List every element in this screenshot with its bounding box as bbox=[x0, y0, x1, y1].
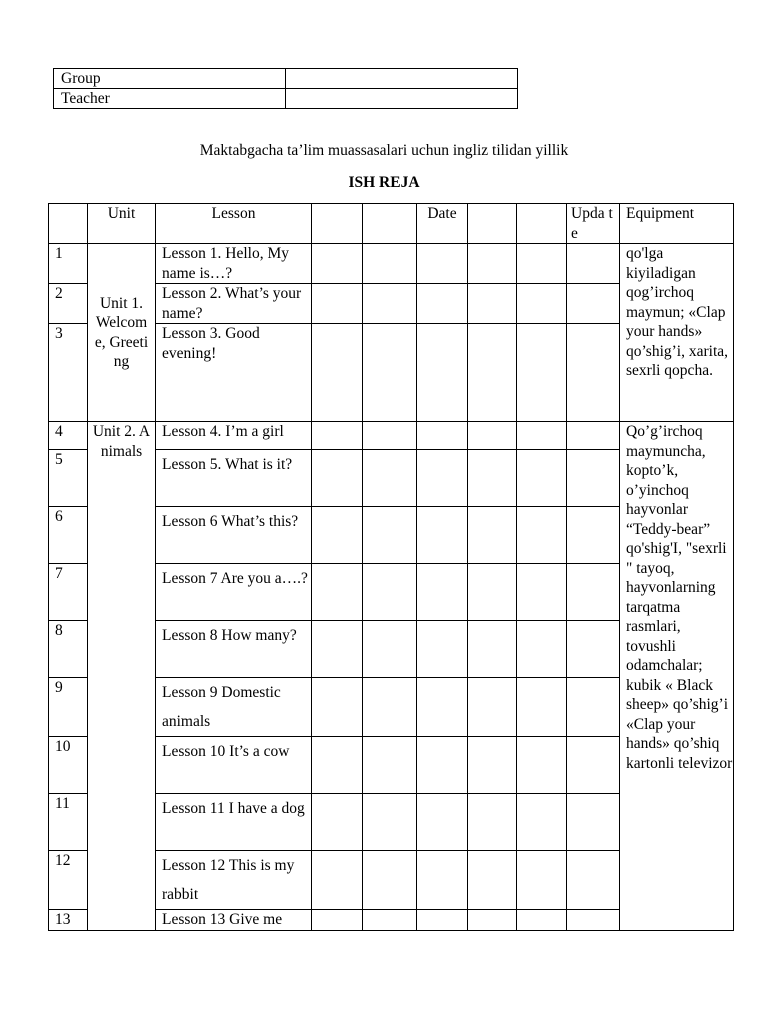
date-cell[interactable] bbox=[468, 450, 517, 507]
lesson-cell: Lesson 11 I have a dog bbox=[156, 794, 312, 851]
date-cell[interactable] bbox=[468, 284, 517, 324]
update-cell[interactable] bbox=[567, 564, 620, 621]
date-cell[interactable] bbox=[468, 422, 517, 450]
date-cell[interactable] bbox=[312, 678, 363, 737]
date-cell[interactable] bbox=[312, 794, 363, 851]
date-cell[interactable] bbox=[517, 851, 567, 910]
table-row bbox=[49, 244, 734, 284]
unit-label: Unit 1. Welcome, Greeting bbox=[94, 294, 149, 370]
date-cell[interactable] bbox=[312, 450, 363, 507]
date-cell[interactable] bbox=[417, 422, 468, 450]
date-cell[interactable] bbox=[468, 324, 517, 422]
date-cell[interactable] bbox=[468, 564, 517, 621]
date-cell[interactable] bbox=[417, 324, 468, 422]
date-cell[interactable] bbox=[312, 851, 363, 910]
equipment-cell: qo'lga kiyiladigan qog’irchoq maymun; «Clap your hands» qo’shig’i, xarita, sexrli qopcha. bbox=[620, 244, 734, 422]
date-cell[interactable] bbox=[417, 564, 468, 621]
lesson-cell: Lesson 5. What is it? bbox=[156, 450, 312, 507]
header-row bbox=[49, 204, 734, 244]
update-cell[interactable] bbox=[567, 621, 620, 678]
info-table bbox=[53, 68, 518, 109]
header-unit: Unit bbox=[88, 204, 156, 244]
date-cell[interactable] bbox=[312, 737, 363, 794]
date-cell[interactable] bbox=[468, 678, 517, 737]
date-cell[interactable] bbox=[417, 737, 468, 794]
date-cell[interactable] bbox=[363, 507, 417, 564]
header-number bbox=[49, 204, 88, 244]
date-cell[interactable] bbox=[312, 910, 363, 931]
row-number: 8 bbox=[49, 621, 88, 678]
equipment-cell: Qo’g’irchoq maymuncha, kopto’k, o’yinchoq hayvonlar “Teddy-bear” qo'shig'I, "sexrli " tayoq, hayvonlarning tarqatma rasmlari, tovushli odamchalar; kubik « Black sheep» qo’shig’i «Clap your hands» qo’shiq kartonli televizor bbox=[620, 422, 734, 931]
date-cell[interactable] bbox=[417, 621, 468, 678]
date-cell[interactable] bbox=[363, 621, 417, 678]
header-empty bbox=[363, 204, 417, 244]
date-cell[interactable] bbox=[517, 737, 567, 794]
teacher-value[interactable] bbox=[285, 89, 517, 109]
date-cell[interactable] bbox=[417, 244, 468, 284]
date-cell[interactable] bbox=[517, 450, 567, 507]
update-cell[interactable] bbox=[567, 324, 620, 422]
date-cell[interactable] bbox=[363, 678, 417, 737]
date-cell[interactable] bbox=[417, 794, 468, 851]
date-cell[interactable] bbox=[468, 910, 517, 931]
lesson-cell: Lesson 13 Give me bbox=[156, 910, 312, 931]
header-equipment: Equipment bbox=[620, 204, 734, 244]
header-empty bbox=[312, 204, 363, 244]
lesson-cell: Lesson 2. What’s your name? bbox=[156, 284, 312, 324]
date-cell[interactable] bbox=[312, 621, 363, 678]
lesson-cell: Lesson 8 How many? bbox=[156, 621, 312, 678]
row-number: 5 bbox=[49, 450, 88, 507]
document-title: ISH REJA bbox=[348, 174, 420, 191]
date-cell[interactable] bbox=[312, 324, 363, 422]
date-cell[interactable] bbox=[517, 507, 567, 564]
update-cell[interactable] bbox=[567, 794, 620, 851]
header-empty bbox=[517, 204, 567, 244]
date-cell[interactable] bbox=[417, 851, 468, 910]
date-cell[interactable] bbox=[417, 678, 468, 737]
unit-cell bbox=[88, 422, 156, 931]
date-cell[interactable] bbox=[363, 450, 417, 507]
row-number: 1 bbox=[49, 244, 88, 284]
update-cell[interactable] bbox=[567, 910, 620, 931]
date-cell[interactable] bbox=[468, 621, 517, 678]
date-cell[interactable] bbox=[363, 737, 417, 794]
date-cell[interactable] bbox=[468, 507, 517, 564]
row-number: 2 bbox=[49, 284, 88, 324]
row-number: 10 bbox=[49, 737, 88, 794]
row-number: 13 bbox=[49, 910, 88, 931]
unit-label: Unit 2. Animals bbox=[92, 423, 151, 460]
update-cell[interactable] bbox=[567, 851, 620, 910]
group-value[interactable] bbox=[285, 69, 517, 89]
date-cell[interactable] bbox=[417, 284, 468, 324]
date-cell[interactable] bbox=[363, 851, 417, 910]
date-cell[interactable] bbox=[363, 284, 417, 324]
date-cell[interactable] bbox=[363, 794, 417, 851]
header-date: Date bbox=[417, 204, 468, 244]
date-cell[interactable] bbox=[468, 794, 517, 851]
document-subtitle: Maktabgacha ta’lim muassasalari uchun ingliz tilidan yillik bbox=[199, 142, 569, 159]
update-cell[interactable] bbox=[567, 422, 620, 450]
update-cell[interactable] bbox=[567, 284, 620, 324]
row-number: 12 bbox=[49, 851, 88, 910]
date-cell[interactable] bbox=[363, 244, 417, 284]
row-number: 9 bbox=[49, 678, 88, 737]
date-cell[interactable] bbox=[517, 324, 567, 422]
date-cell[interactable] bbox=[363, 564, 417, 621]
table-row bbox=[49, 422, 734, 450]
date-cell[interactable] bbox=[517, 621, 567, 678]
update-cell[interactable] bbox=[567, 244, 620, 284]
lesson-cell: Lesson 7 Are you a….? bbox=[156, 564, 312, 621]
date-cell[interactable] bbox=[312, 284, 363, 324]
date-cell[interactable] bbox=[517, 422, 567, 450]
lesson-cell: Lesson 3. Good evening! bbox=[156, 324, 312, 422]
update-cell[interactable] bbox=[567, 678, 620, 737]
date-cell[interactable] bbox=[517, 244, 567, 284]
date-cell[interactable] bbox=[517, 284, 567, 324]
teacher-row bbox=[54, 89, 518, 109]
date-cell[interactable] bbox=[517, 678, 567, 737]
date-cell[interactable] bbox=[417, 910, 468, 931]
date-cell[interactable] bbox=[312, 244, 363, 284]
group-row bbox=[54, 69, 518, 89]
plan-table bbox=[48, 203, 734, 931]
date-cell[interactable] bbox=[468, 737, 517, 794]
lesson-cell: Lesson 6 What’s this? bbox=[156, 507, 312, 564]
teacher-label: Teacher bbox=[54, 89, 286, 109]
lesson-cell: Lesson 9 Domestic animals bbox=[156, 678, 312, 737]
lesson-cell: Lesson 1. Hello, My name is…? bbox=[156, 244, 312, 284]
date-cell[interactable] bbox=[468, 244, 517, 284]
header-lesson: Lesson bbox=[156, 204, 312, 244]
date-cell[interactable] bbox=[363, 324, 417, 422]
row-number: 7 bbox=[49, 564, 88, 621]
date-cell[interactable] bbox=[417, 450, 468, 507]
update-cell[interactable] bbox=[567, 507, 620, 564]
update-cell[interactable] bbox=[567, 450, 620, 507]
date-cell[interactable] bbox=[363, 910, 417, 931]
row-number: 3 bbox=[49, 324, 88, 422]
header-empty bbox=[468, 204, 517, 244]
group-label: Group bbox=[54, 69, 286, 89]
date-cell[interactable] bbox=[517, 910, 567, 931]
row-number: 6 bbox=[49, 507, 88, 564]
unit-cell bbox=[88, 244, 156, 422]
lesson-cell: Lesson 4. I’m a girl bbox=[156, 422, 312, 450]
row-number: 4 bbox=[49, 422, 88, 450]
date-cell[interactable] bbox=[363, 422, 417, 450]
date-cell[interactable] bbox=[312, 507, 363, 564]
row-number: 11 bbox=[49, 794, 88, 851]
lesson-cell: Lesson 12 This is my rabbit bbox=[156, 851, 312, 910]
header-update: Upda te bbox=[567, 204, 620, 244]
lesson-cell: Lesson 10 It’s a cow bbox=[156, 737, 312, 794]
date-cell[interactable] bbox=[517, 564, 567, 621]
date-cell[interactable] bbox=[417, 507, 468, 564]
update-cell[interactable] bbox=[567, 737, 620, 794]
date-cell[interactable] bbox=[468, 851, 517, 910]
date-cell[interactable] bbox=[312, 422, 363, 450]
date-cell[interactable] bbox=[517, 794, 567, 851]
date-cell[interactable] bbox=[312, 564, 363, 621]
